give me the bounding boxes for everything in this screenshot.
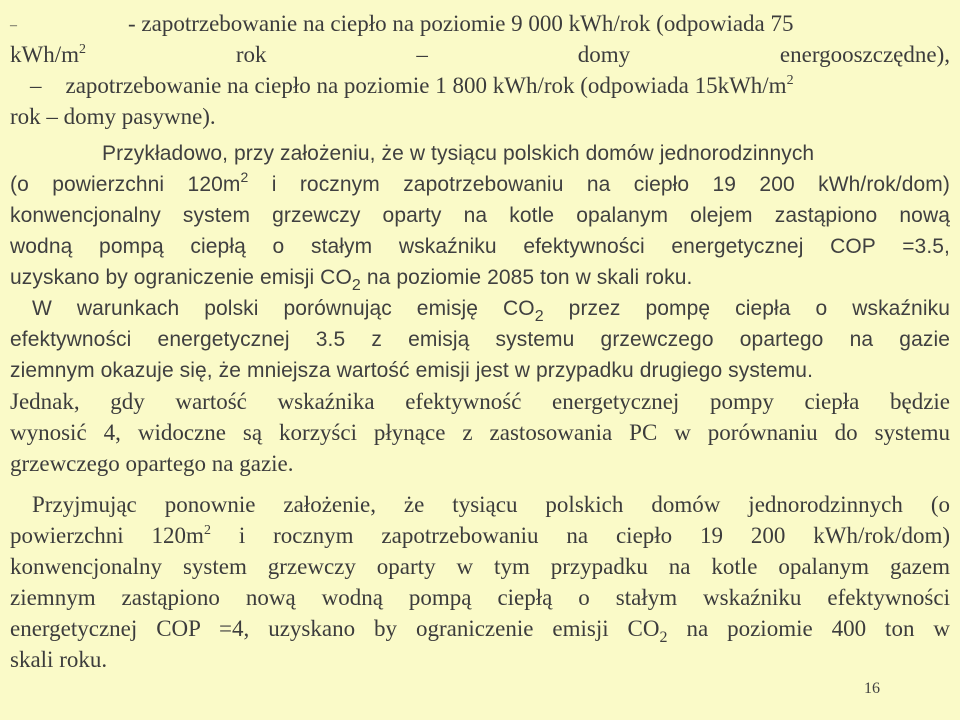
dash-icon: – xyxy=(30,73,42,98)
bullet-2-text: zapotrzebowanie na ciepło na poziomie 1 800 kWh/rok (odpowiada 15kWh/m xyxy=(65,73,787,98)
paragraph-2-line-3: ziemnym okazuje się, że mniejsza wartość emisji jest w przypadku drugiego systemu. xyxy=(10,359,813,382)
dash-icon: – xyxy=(10,18,17,33)
paragraph-3 xyxy=(10,386,950,479)
bullet-2-line-1 xyxy=(10,70,950,101)
bullet-1-line-2 xyxy=(10,39,950,70)
paragraph-1-line-1: Przykładowo, przy założeniu, że w tysiącu polskich domów jednorodzinnych xyxy=(102,142,815,165)
paragraph-4-line-6: skali roku. xyxy=(10,647,108,672)
paragraph-4 xyxy=(10,489,950,675)
p4-l2-b: i rocznym zapotrzebowaniu na ciepło 19 200 kWh/rok/dom) xyxy=(210,523,950,548)
paragraph-1-line-2 xyxy=(10,169,950,200)
paragraph-4-line-3: konwencjonalny system grzewczy oparty w tym przypadku na kotle opalanym gazem xyxy=(10,554,950,579)
p4-l2-a: powierzchni 120m xyxy=(10,523,204,548)
p4-l5-a: energetycznej COP =4, uzyskano by ograniczenie emisji CO xyxy=(10,616,660,641)
subscript: 2 xyxy=(534,308,544,325)
p1-l2-a: (o powierzchni 120m xyxy=(10,173,241,196)
bullet-1-text-a: kWh/m xyxy=(10,42,79,67)
p2-l1-a: W warunkach polski porównując emisję CO xyxy=(32,297,535,320)
paragraph-3-line-1: Jednak, gdy wartość wskaźnika efektywność energetycznej pompy ciepła będzie xyxy=(10,389,950,414)
bullet-2-line-2: rok – domy pasywne). xyxy=(10,104,216,129)
bullet-1-text: - zapotrzebowanie na ciepło na poziomie 9 000 kWh/rok (odpowiada 75 xyxy=(128,11,794,36)
paragraph-1 xyxy=(10,138,950,293)
subscript: 2 xyxy=(351,277,361,294)
bullet-1-text-b: rok – domy energooszczędne), xyxy=(86,42,950,67)
paragraph-1-line-4: wodną pompą ciepłą o stałym wskaźniku efektywności energetycznej COP =3.5, xyxy=(10,235,950,258)
p2-l1-b: przez pompę ciepła o wskaźniku xyxy=(543,297,950,320)
paragraph-1-line-3: konwencjonalny system grzewczy oparty na kotle opalanym olejem zastąpiono nową xyxy=(10,204,950,227)
bullet-item-2 xyxy=(10,70,950,132)
paragraph-2-line-2: efektywności energetycznej 3.5 z emisją systemu grzewczego opartego na gazie xyxy=(10,328,950,351)
paragraph-4-line-5 xyxy=(10,613,950,644)
bullet-1-line-1 xyxy=(10,8,950,39)
spacer xyxy=(10,479,950,489)
paragraph-3-line-3: grzewczego opartego na gazie. xyxy=(10,451,294,476)
p4-l5-b: na poziomie 400 ton w xyxy=(667,616,951,641)
paragraph-2-line-1 xyxy=(10,293,950,324)
superscript: 2 xyxy=(203,523,211,538)
p1-l2-b: i rocznym zapotrzebowaniu na ciepło 19 200 kWh/rok/dom) xyxy=(248,173,950,196)
paragraph-4-line-2 xyxy=(10,520,950,551)
page-number: 16 xyxy=(864,680,880,697)
p1-l5-b: na poziomie 2085 ton w skali roku. xyxy=(360,266,693,289)
superscript: 2 xyxy=(79,42,86,57)
subscript: 2 xyxy=(659,629,668,646)
paragraph-1-line-5 xyxy=(10,262,950,293)
paragraph-2 xyxy=(10,293,950,386)
paragraph-3-line-2: wynosić 4, widoczne są korzyści płynące z zastosowania PC w porównaniu do systemu xyxy=(10,420,950,445)
superscript: 2 xyxy=(240,169,249,185)
paragraph-4-line-1: Przyjmując ponownie założenie, że tysiącu polskich domów jednorodzinnych (o xyxy=(32,492,950,517)
bullet-item-1 xyxy=(10,8,950,70)
superscript: 2 xyxy=(786,73,794,88)
paragraph-4-line-4: ziemnym zastąpiono nową wodną pompą ciepłą o stałym wskaźniku efektywności xyxy=(10,585,950,610)
p1-l5-a: uzyskano by ograniczenie emisji CO xyxy=(10,266,352,289)
